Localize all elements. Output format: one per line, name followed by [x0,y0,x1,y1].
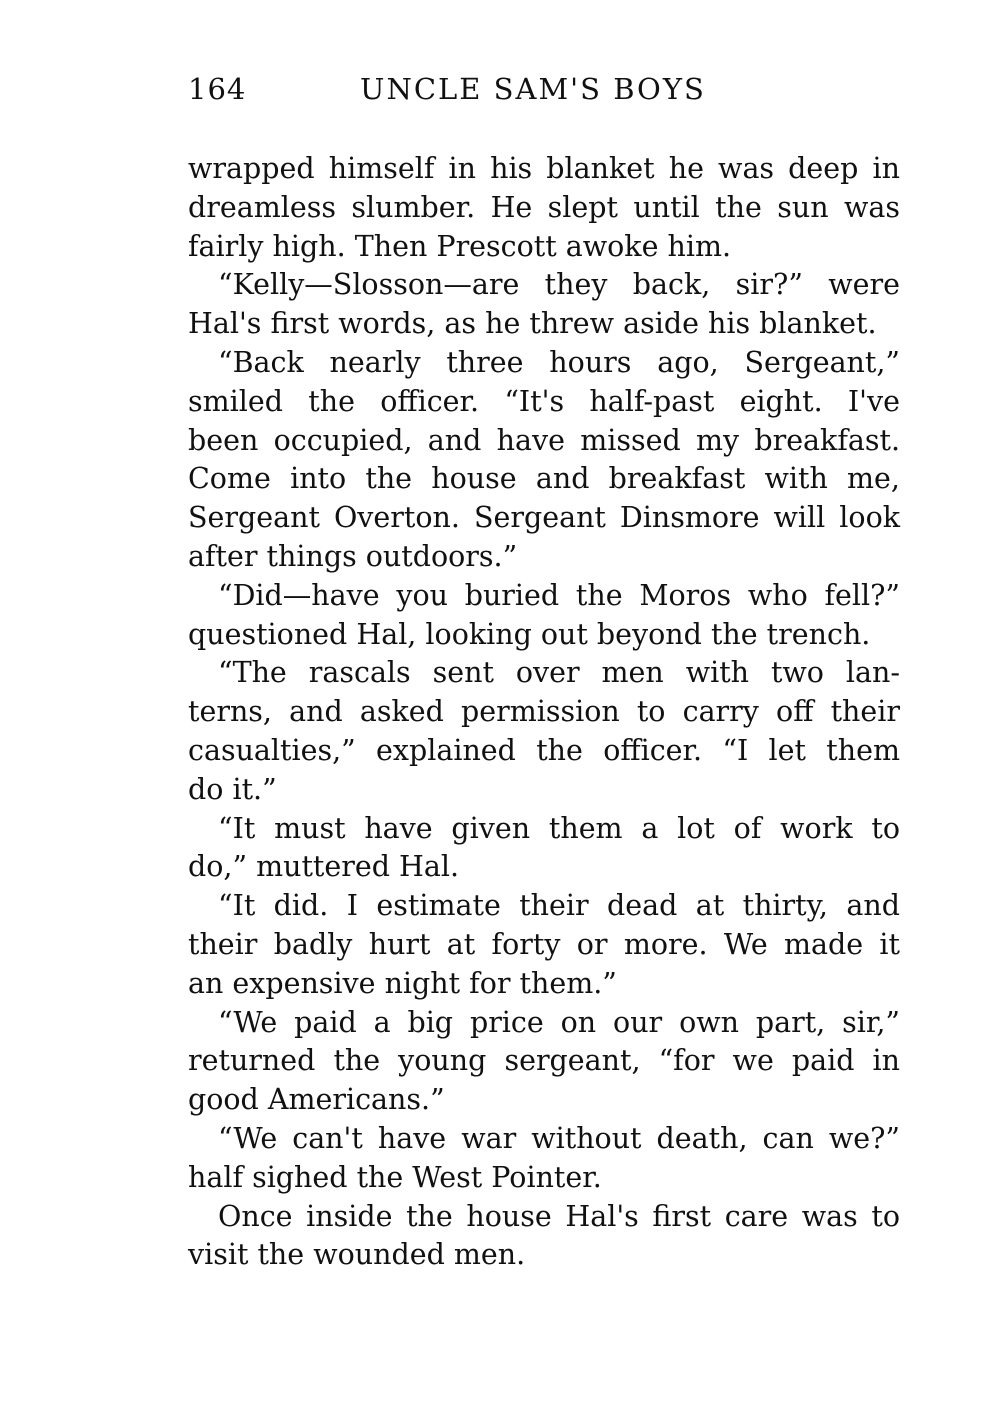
text-line: an expensive night for them.” [188,966,617,1000]
text-line: do it.” [188,772,277,806]
text-line: dreamless slumber. He slept until the sun was [188,190,900,224]
text-line: Hal's first words, as he threw aside his blanket. [188,307,877,341]
page-header [188,72,900,112]
text-line: returned the young sergeant, “for we paid in [188,1044,900,1078]
text-line: casualties,” explained the officer. “I let them [188,733,900,767]
text-line: “The rascals sent over men with two lan- [218,656,900,690]
text-line: Once inside the house Hal's first care was to [218,1199,900,1233]
running-head: UNCLE SAM'S BOYS [360,72,706,106]
text-line: visit the wounded men. [188,1238,526,1272]
text-line: “Kelly—Slosson—are they back, sir?” were [218,268,900,302]
text-line: “We paid a big price on our own part, sir,” [218,1005,900,1039]
text-line: questioned Hal, looking out beyond the trench. [188,617,871,651]
text-line: Sergeant Overton. Sergeant Dinsmore will look [188,501,900,535]
text-line: terns, and asked permission to carry off their [188,695,900,729]
text-line: “It must have given them a lot of work to [218,811,900,845]
text-line: after things outdoors.” [188,539,518,573]
text-line: good Americans.” [188,1083,445,1117]
text-line: smiled the officer. “It's half-past eight. I've [188,384,900,418]
text-line: Come into the house and breakfast with me, [188,462,900,496]
text-line: half sighed the West Pointer. [188,1160,602,1194]
text-line: “Did—have you buried the Moros who fell?” [218,578,900,612]
text-line: do,” muttered Hal. [188,850,460,884]
body-text [188,150,900,1275]
text-line: their badly hurt at forty or more. We made it [188,927,900,961]
text-line: wrapped himself in his blanket he was deep in [188,152,900,185]
text-line: “It did. I estimate their dead at thirty, and [218,889,900,923]
text-line: fairly high. Then Prescott awoke him. [188,229,732,263]
page-number: 164 [188,72,247,106]
text-line: been occupied, and have missed my breakfast. [188,423,900,457]
text-line: “We can't have war without death, can we?” [218,1121,900,1155]
text-line: “Back nearly three hours ago, Sergeant,” [218,345,900,379]
